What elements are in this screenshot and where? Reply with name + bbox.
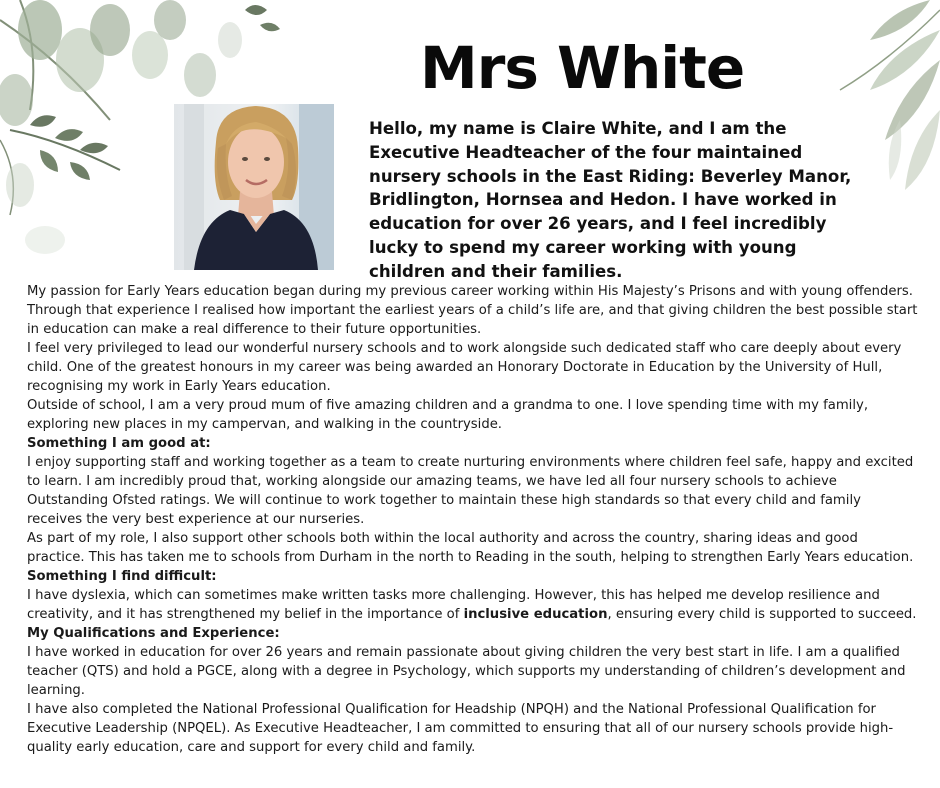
bio-paragraph-qualifications: I have worked in education for over 26 years and remain passionate about giving children the very best start in life. I am a qualified teacher (QTS) and hold a PGCE, along with a degree in Psychology, which supports my understanding of children’s development and learning. bbox=[27, 645, 906, 698]
bio-paragraph-support: As part of my role, I also support other schools both within the local authority and across the country, sharing ideas and good practice. This has taken me to schools from Durham in the north to Reading in the south, helping to strengthen Early Years education. bbox=[27, 531, 914, 565]
biography bbox=[27, 282, 919, 757]
bio-paragraph-teamwork: I enjoy supporting staff and working together as a team to create nurturing environments where children feel safe, happy and excited to learn. I am incredibly proud that, working alongside our amazing teams, we have led all four nursery schools to achieve Outstanding Ofsted ratings. We will continue to work together to maintain these high standards so that every child and family receives the very best experience at our nurseries. bbox=[27, 455, 914, 527]
portrait-photo bbox=[174, 104, 334, 270]
page-title: Mrs White bbox=[420, 34, 745, 102]
inclusive-education-emphasis: inclusive education bbox=[463, 607, 608, 622]
section-heading-qualifications: My Qualifications and Experience: bbox=[27, 626, 280, 641]
section-heading-good-at: Something I am good at: bbox=[27, 436, 211, 451]
section-heading-difficult: Something I find difficult: bbox=[27, 569, 217, 584]
bio-paragraph-dyslexia bbox=[27, 586, 919, 624]
bio-paragraph-family: Outside of school, I am a very proud mum of five amazing children and a grandma to one. I love spending time with my family, exploring new places in my campervan, and walking in the countryside. bbox=[27, 398, 869, 432]
dyslexia-text-start: I have dyslexia, which can sometimes make written tasks more challenging. However, this has helped me develop resilience and creativity, and it has strengthened my belief in the importance of bbox=[27, 588, 880, 622]
dyslexia-text-end: , ensuring every child is supported to succeed. bbox=[607, 607, 917, 622]
bio-paragraph-career: My passion for Early Years education began during my previous career working within His Majesty’s Prisons and with young offenders. Through that experience I realised how important the earliest years of a child’s life are, and that giving children the best possible start in education can make a real difference to their future opportunities. bbox=[27, 284, 918, 337]
bio-paragraph-npq: I have also completed the National Professional Qualification for Headship (NPQH) and the National Professional Qualification for Executive Leadership (NPQEL). As Executive Headteacher, I am committed to ensuring that all of our nursery schools provide high-quality early education, care and support for every child and family. bbox=[27, 702, 894, 755]
intro-statement: Hello, my name is Claire White, and I am the Executive Headteacher of the four maintained nursery schools in the East Riding: Beverley Manor, Bridlington, Hornsea and Hedon. I have worked in education for over 26 years, and I feel incredibly lucky to spend my career working with young children and their families. bbox=[369, 119, 852, 281]
bio-paragraph-privilege: I feel very privileged to lead our wonderful nursery schools and to work alongside such dedicated staff who care deeply about every child. One of the greatest honours in my career was being awarded an Honorary Doctorate in Education by the University of Hull, recognising my work in Early Years education. bbox=[27, 341, 902, 394]
